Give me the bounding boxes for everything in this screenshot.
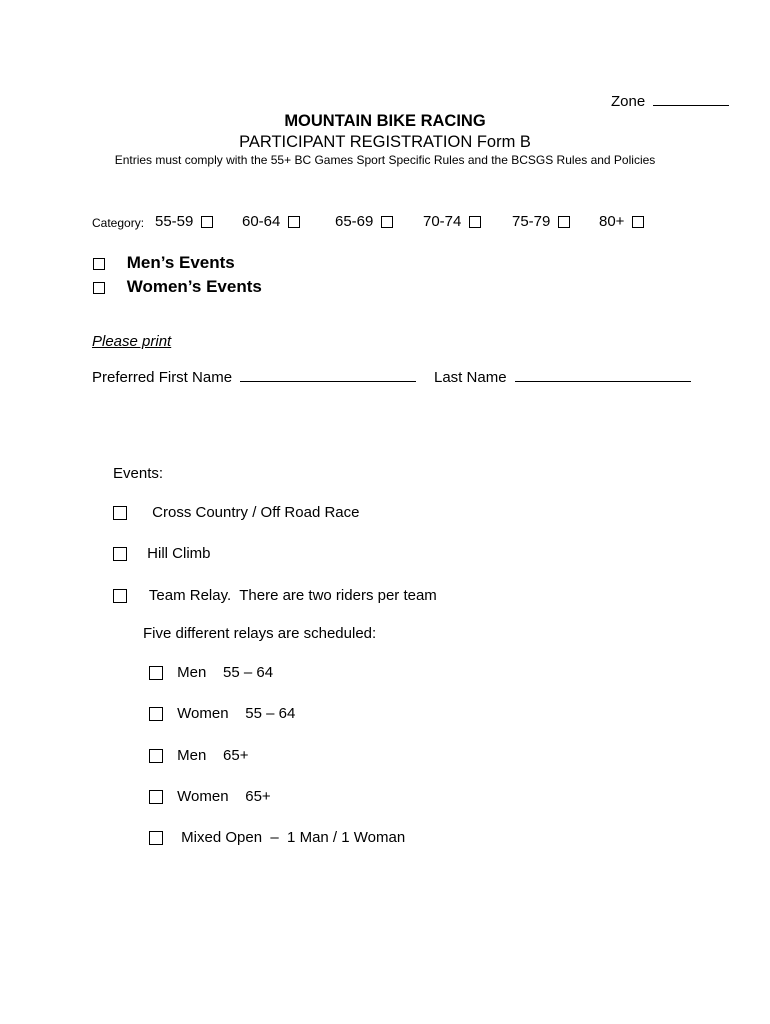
checkbox-icon[interactable] [149, 749, 163, 763]
checkbox-icon[interactable] [288, 216, 300, 228]
last-name-label: Last Name [434, 369, 507, 386]
checkbox-icon[interactable] [93, 282, 105, 294]
relay-women-55-64[interactable] [149, 705, 295, 722]
checkbox-icon[interactable] [381, 216, 393, 228]
mens-events-option[interactable] [93, 253, 235, 273]
event-team-relay[interactable] [113, 587, 437, 604]
category-option-label: 65-69 [335, 213, 374, 230]
category-option-55-59[interactable] [155, 213, 213, 230]
event-cross-country[interactable] [113, 504, 359, 521]
relay-men-55-64[interactable] [149, 664, 273, 681]
relay-label: Mixed Open – 1 Man / 1 Woman [181, 829, 406, 846]
checkbox-icon[interactable] [149, 790, 163, 804]
relay-mixed-open[interactable] [149, 829, 405, 846]
checkbox-icon[interactable] [558, 216, 570, 228]
category-option-label: 75-79 [512, 213, 551, 230]
category-option-60-64[interactable] [242, 213, 300, 230]
zone-field [611, 93, 729, 110]
events-label: Events: [113, 465, 164, 482]
womens-events-label: Women’s Events [126, 277, 262, 296]
checkbox-icon[interactable] [469, 216, 481, 228]
first-name-input-line[interactable] [240, 381, 416, 382]
form-subtitle: PARTICIPANT REGISTRATION Form B [239, 133, 531, 151]
checkbox-icon[interactable] [113, 506, 127, 520]
womens-events-option[interactable] [93, 277, 262, 297]
category-option-label: 80+ [599, 213, 625, 230]
relay-women-65-plus[interactable] [149, 788, 271, 805]
zone-label: Zone [611, 93, 646, 110]
checkbox-icon[interactable] [113, 589, 127, 603]
checkbox-icon[interactable] [149, 666, 163, 680]
checkbox-icon[interactable] [93, 258, 105, 270]
relay-label: Men 65+ [177, 747, 249, 764]
category-label: Category: [92, 216, 145, 230]
relay-note: Five different relays are scheduled: [143, 625, 377, 642]
rules-notice: Entries must comply with the 55+ BC Games Sport Specific Rules and the BCSGS Rules and Policies [114, 153, 656, 167]
event-label: Team Relay. There are two riders per team [148, 587, 437, 604]
checkbox-icon[interactable] [201, 216, 213, 228]
please-print-note: Please print [92, 333, 172, 350]
category-option-65-69[interactable] [335, 213, 393, 230]
last-name-input-line[interactable] [515, 381, 691, 382]
event-label: Hill Climb [147, 545, 211, 562]
category-option-70-74[interactable] [423, 213, 481, 230]
event-label: Cross Country / Off Road Race [152, 504, 360, 521]
last-name-field [434, 369, 691, 386]
checkbox-icon[interactable] [632, 216, 644, 228]
relay-men-65-plus[interactable] [149, 747, 248, 764]
first-name-field [92, 369, 416, 386]
relay-label: Women 65+ [177, 788, 271, 805]
zone-input-line[interactable] [653, 105, 729, 106]
first-name-label: Preferred First Name [92, 369, 233, 386]
mens-events-label: Men’s Events [126, 253, 235, 272]
relay-label: Women 55 – 64 [177, 705, 296, 722]
relay-label: Men 55 – 64 [177, 664, 274, 681]
category-option-label: 70-74 [423, 213, 462, 230]
event-hill-climb[interactable] [113, 545, 211, 562]
form-title: MOUNTAIN BIKE RACING [284, 112, 486, 130]
checkbox-icon[interactable] [149, 831, 163, 845]
category-option-80-plus[interactable] [599, 213, 644, 230]
checkbox-icon[interactable] [149, 707, 163, 721]
checkbox-icon[interactable] [113, 547, 127, 561]
category-option-75-79[interactable] [512, 213, 570, 230]
category-option-label: 60-64 [242, 213, 281, 230]
category-option-label: 55-59 [155, 213, 194, 230]
